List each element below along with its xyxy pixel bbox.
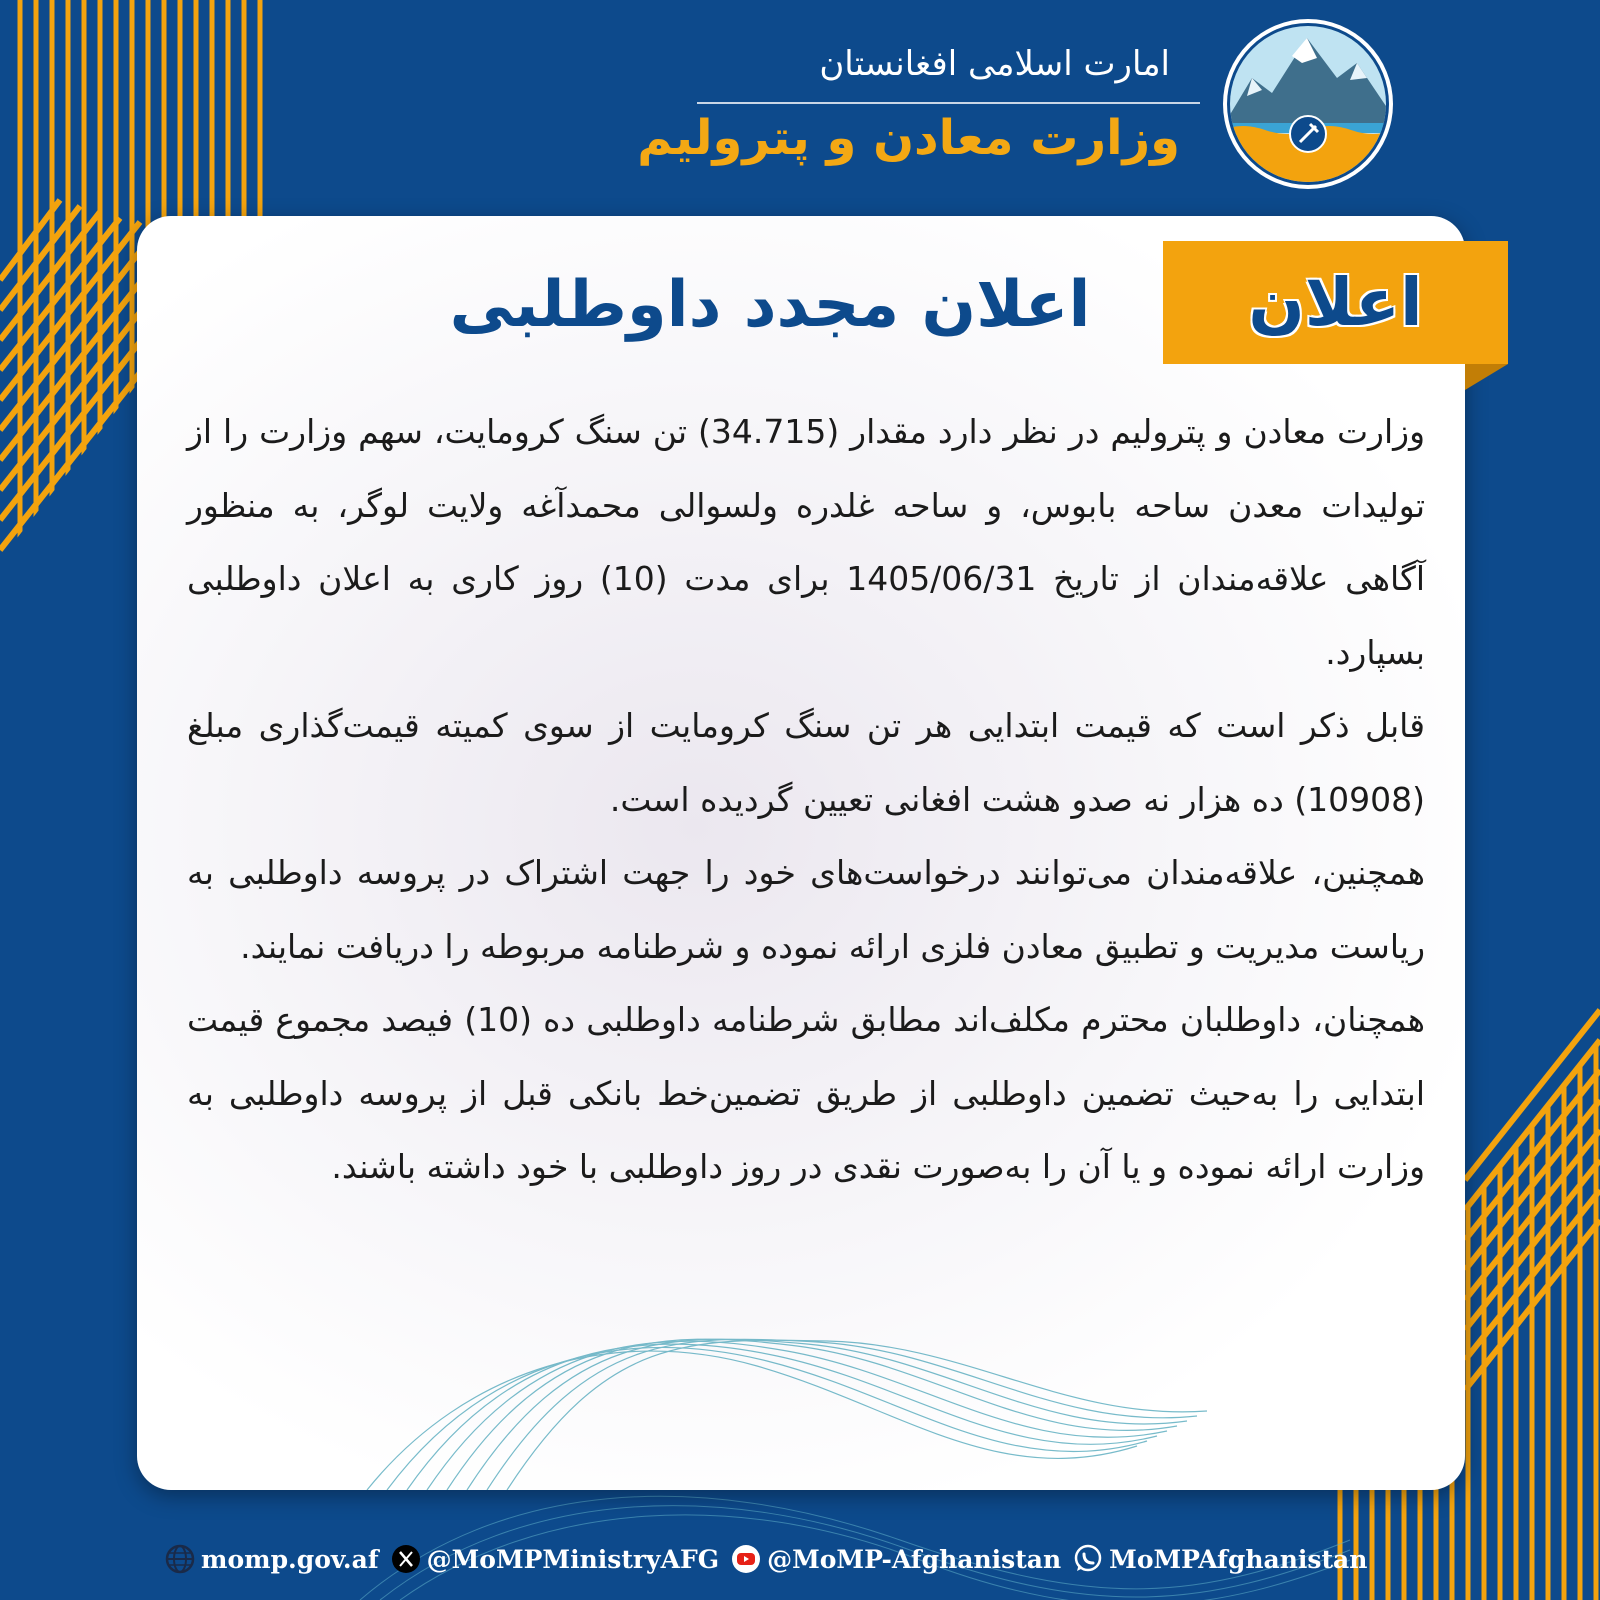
whatsapp-text: MoMPAfghanistan [1109,1544,1368,1574]
website-link[interactable] [165,1544,379,1574]
x-link[interactable] [391,1544,719,1574]
x-logo-icon [391,1544,421,1574]
youtube-link[interactable] [731,1544,1061,1574]
x-handle-text: @MoMPMinistryAFG [426,1544,720,1574]
badge-fold [1465,364,1508,390]
badge-label: اعلان [1248,264,1423,341]
paragraph-1: وزارت معادن و پترولیم در نظر دارد مقدار (34.715) تن سنگ کرومایت، سهم وزارت را از تولیدات معدن ساحه بابوس، و ساحه غلدره ولسوالی محمدآغه ولایت لوگر، به منظور آگاهی علاقه‌مندان از تاریخ 1405/06/31 برای مدت (10) روز کاری به اعلان داوطلبی بسپارد. [187,412,1426,672]
page-title: اعلان مجدد داوطلبی [449,268,1091,342]
emirate-name: امارت اسلامی افغانستان [819,44,1170,84]
footer-contacts [165,1537,1368,1581]
ministry-name: وزارت معادن و پترولیم [637,110,1180,166]
announcement-badge [1163,241,1508,364]
website-text: momp.gov.af [201,1544,379,1574]
whatsapp-link[interactable] [1073,1544,1367,1574]
youtube-text: @MoMP-Afghanistan [767,1544,1062,1574]
announcement-body [187,395,1425,1204]
paragraph-2: قابل ذکر است که قیمت ابتدایی هر تن سنگ کرومایت از سوی کمیته قیمت‌گذاری مبلغ (10908) ده هزار نه صدو هشت افغانی تعیین گردیده است. [187,706,1425,819]
paragraph-4: همچنان، داوطلبان محترم مکلف‌اند مطابق شرطنامه داوطلبی ده (10) فیصد مجموع قیمت ابتدایی را به‌حیث تضمین داوطلبی از طریق تضمین‌خط بانکی قبل از پروسه داوطلبی به وزارت ارائه نموده و یا آن را به‌صورت نقدی در روز داوطلبی با خود داشته باشند. [187,1000,1425,1186]
mountain-logo-icon [1222,18,1394,190]
header-divider [697,102,1200,104]
globe-icon [165,1544,195,1574]
whatsapp-icon [1073,1544,1103,1574]
ministry-header [637,30,1200,190]
youtube-icon [731,1544,761,1574]
paragraph-3: همچنین، علاقه‌مندان می‌توانند درخواست‌های خود را جهت اشتراک در پروسه داوطلبی به ریاست مدیریت و تطبیق معادن فلزی ارائه نموده و شرطنامه مربوطه را دریافت نمایند. [187,853,1425,966]
